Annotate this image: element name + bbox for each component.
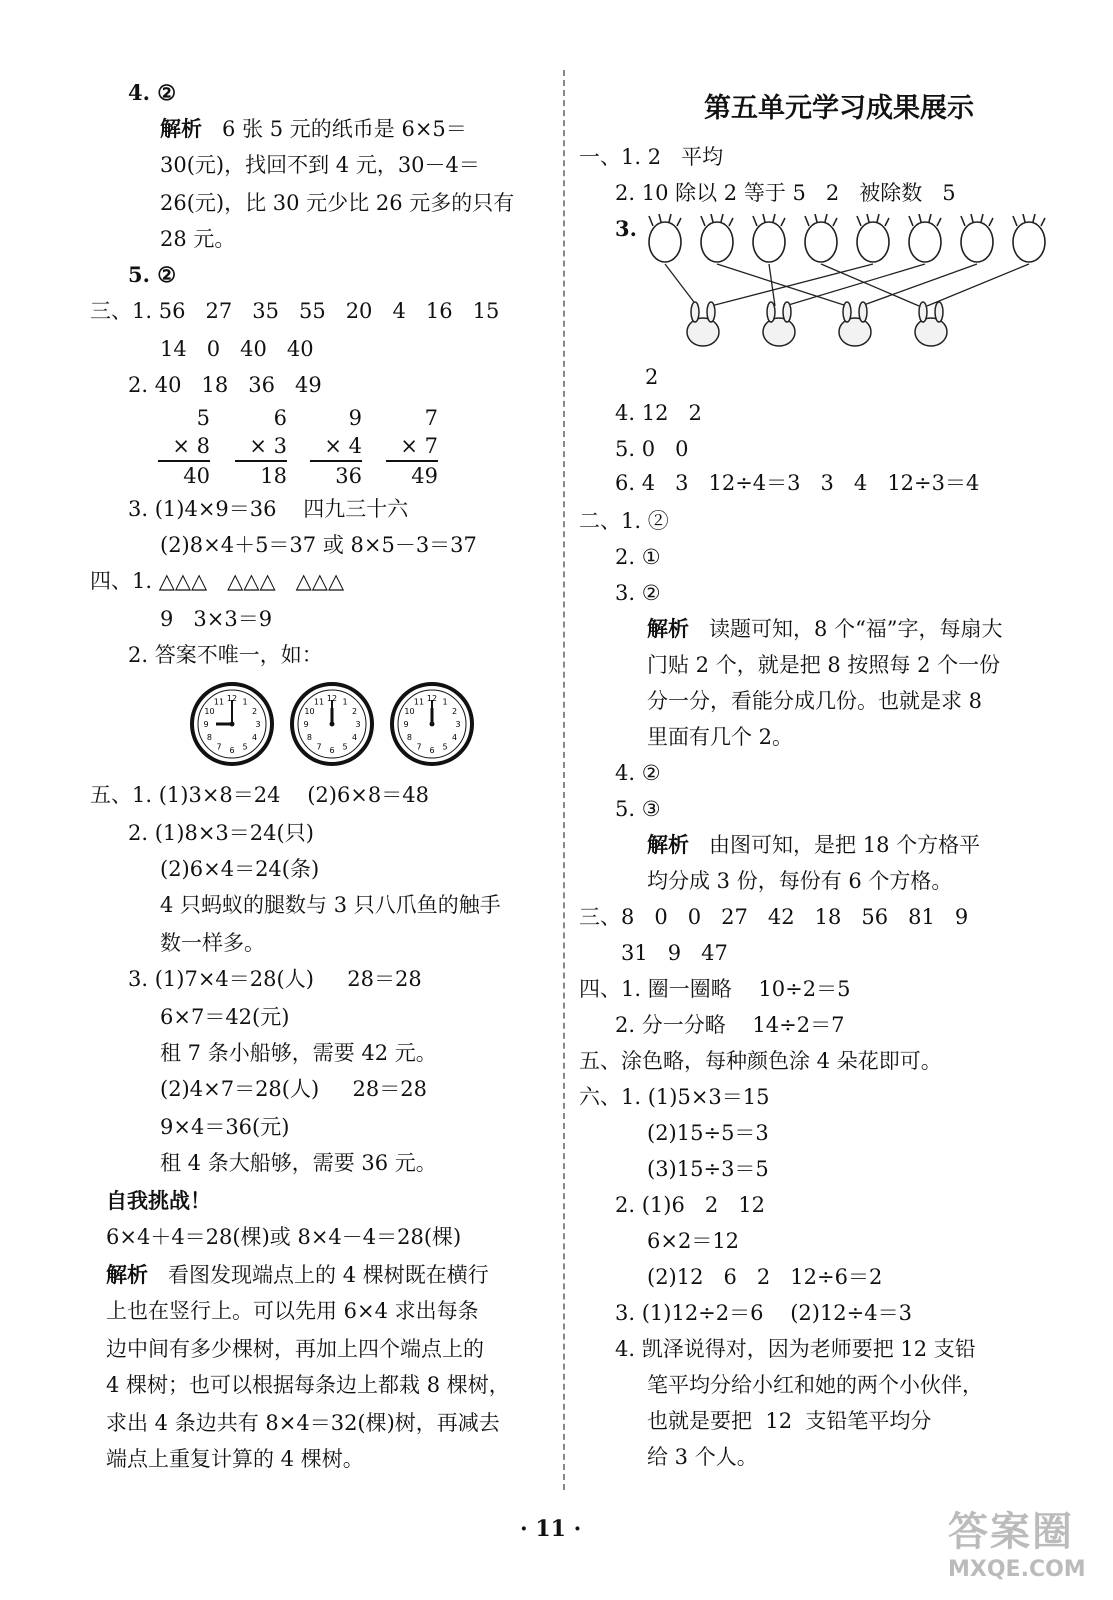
section-3-line1: 三、1. 56 27 35 55 20 4 16 15 — [90, 299, 500, 323]
clock-numeral: 8 — [306, 733, 313, 742]
clock-numeral: 7 — [216, 742, 222, 752]
section-1-q6: 6. 4 3 12÷4＝3 3 4 12÷3＝4 — [615, 471, 980, 495]
analysis-line: 解析 由图可知，是把 18 个方格平 — [647, 832, 981, 857]
section-4-q1: 四、1. △△△ △△△ △△△ — [90, 569, 345, 593]
text-line: 门贴 2 个，就是把 8 按照每 2 个一份 — [647, 653, 1001, 677]
radish-icon — [961, 214, 993, 262]
section-5: 五、涂色略，每种颜色涂 4 朵花即可。 — [579, 1049, 942, 1073]
section-6-q2: 2. (1)6 2 12 — [615, 1193, 765, 1217]
text-line: 数一样多。 — [160, 931, 265, 955]
section-4-q2: 2. 分一分略 14÷2＝7 — [615, 1013, 845, 1037]
text-line: (2)8×4＋5＝37 或 8×5－3＝37 — [160, 533, 477, 557]
text-line: 6×4＋4＝28(棵)或 8×4－4＝28(棵) — [106, 1225, 462, 1249]
clock-numeral: 10 — [404, 707, 415, 716]
text-line: (2)4×7＝28(人) 28＝28 — [160, 1077, 427, 1101]
section-5-q2: 2. (1)8×3＝24(只) — [128, 821, 314, 845]
clock-numeral: 5 — [442, 742, 448, 752]
clock-numeral: 3 — [255, 720, 261, 729]
text-line: 笔平均分给小红和她的两个小伙伴， — [647, 1373, 983, 1397]
text-line: 31 9 47 — [621, 941, 728, 965]
radish-rabbit-matching — [637, 214, 1057, 354]
rabbit-icon — [687, 302, 719, 346]
radish-icon — [649, 214, 681, 262]
clock-numeral: 1 — [442, 697, 448, 707]
text-line: 求出 4 条边共有 8×4＝32(棵)树，再减去 — [106, 1411, 500, 1435]
clock-numeral: 11 — [313, 697, 325, 707]
text-line: 也就是要把 12 支铅笔平均分 — [647, 1409, 932, 1433]
section-5-q3: 3. (1)7×4＝28(人) 28＝28 — [128, 967, 422, 991]
section-6-q1: 六、1. (1)5×3＝15 — [579, 1085, 770, 1109]
text-line: 4 只蚂蚁的腿数与 3 只八爪鱼的触手 — [160, 893, 501, 917]
clock-numeral: 10 — [304, 707, 315, 716]
clock-numeral: 5 — [242, 742, 248, 752]
clock-numeral: 11 — [213, 697, 225, 707]
clock-numeral: 4 — [251, 733, 258, 742]
clock-numeral: 1 — [242, 697, 248, 707]
clock-numeral: 6 — [429, 746, 435, 755]
clock-numeral: 8 — [206, 733, 213, 742]
clock-numeral: 7 — [416, 742, 422, 752]
text-line: 26(元)，比 30 元少比 26 元多的只有 — [160, 191, 515, 215]
clock-numeral: 6 — [329, 746, 335, 755]
text-line: (3)15÷3＝5 — [647, 1157, 769, 1181]
clock-numeral: 9 — [403, 720, 409, 729]
vertical-calc: 9 × 4 36 — [310, 404, 362, 490]
clock-numeral: 8 — [406, 733, 413, 742]
section-2-q3: 3. ② — [615, 581, 661, 605]
text-line: 均分成 3 份，每份有 6 个方格。 — [647, 869, 953, 893]
section-2-q1: 二、1. ② — [579, 509, 669, 533]
section-5-q1: 五、1. (1)3×8＝24 (2)6×8＝48 — [90, 783, 429, 807]
clock-numeral: 9 — [203, 720, 209, 729]
vertical-calc: 6 × 3 18 — [235, 404, 287, 490]
text-line: 9 3×3＝9 — [160, 607, 273, 631]
column-divider — [563, 70, 565, 1490]
vertical-calc: 7 × 7 49 — [386, 404, 438, 490]
text-line: 租 4 条大船够，需要 36 元。 — [160, 1151, 437, 1175]
watermark-url: MXQE.COM — [948, 1557, 1086, 1582]
clock-numeral: 5 — [342, 742, 348, 752]
matching-lines — [665, 264, 1029, 306]
clock-numeral: 4 — [351, 733, 358, 742]
rabbit-icon — [915, 302, 947, 346]
analysis-line: 解析 看图发现端点上的 4 棵树既在横行 — [106, 1262, 489, 1287]
section-3-line2: 14 0 40 40 — [160, 337, 314, 361]
clock-numeral: 10 — [204, 707, 215, 716]
clock-numeral: 3 — [355, 720, 361, 729]
answer-4: 4. ② — [128, 80, 177, 105]
clock-numeral: 12 — [326, 694, 338, 703]
radish-icon — [805, 214, 837, 262]
text-line: 2 — [645, 365, 659, 389]
clock-numeral: 2 — [251, 707, 258, 716]
text-line: 30(元)，找回不到 4 元，30－4＝ — [160, 153, 480, 177]
radish-icon — [857, 214, 889, 262]
section-1-q1: 一、1. 2 平均 — [579, 145, 724, 169]
text-line: 4 棵树；也可以根据每条边上都栽 8 棵树， — [106, 1373, 510, 1397]
unit-title: 第五单元学习成果展示 — [704, 93, 974, 124]
clock-numeral: 9 — [303, 720, 309, 729]
text-line: 上也在竖行上。可以先用 6×4 求出每条 — [106, 1299, 479, 1323]
clock-icon — [292, 684, 372, 764]
clock-icon — [392, 684, 472, 764]
analysis-line: 解析 读题可知，8 个“福”字，每扇大 — [647, 616, 1003, 641]
text-line: (2)12 6 2 12÷6＝2 — [647, 1265, 883, 1289]
section-1-q2: 2. 10 除以 2 等于 5 2 被除数 5 — [615, 181, 956, 205]
vertical-calc: 5 × 8 40 — [158, 404, 210, 490]
text-line: (2)6×4＝24(条) — [160, 857, 320, 881]
text-line: 里面有几个 2。 — [647, 725, 794, 749]
clock-faces — [188, 680, 508, 770]
clock-numeral: 12 — [426, 694, 438, 703]
section-3-q3: 3. (1)4×9＝36 四九三十六 — [128, 497, 409, 521]
clock-numeral: 3 — [455, 720, 461, 729]
answer-5: 5. ② — [128, 262, 177, 287]
section-3-q2: 2. 40 18 36 49 — [128, 373, 322, 397]
text-line: 边中间有多少棵树，再加上四个端点上的 — [106, 1337, 484, 1361]
radish-icon — [753, 214, 785, 262]
radish-icon — [909, 214, 941, 262]
section-6-q4: 4. 凯泽说得对，因为老师要把 12 支铅 — [615, 1337, 976, 1361]
clock-numeral: 11 — [413, 697, 425, 707]
clock-numeral: 12 — [226, 694, 238, 703]
section-6-q3: 3. (1)12÷2＝6 (2)12÷4＝3 — [615, 1301, 912, 1325]
section-1-q4: 4. 12 2 — [615, 401, 702, 425]
watermark-text: 答案圈 — [948, 1509, 1074, 1555]
text-line: 9×4＝36(元) — [160, 1115, 290, 1139]
section-2-q5: 5. ③ — [615, 797, 661, 821]
text-line: 6×7＝42(元) — [160, 1005, 290, 1029]
self-challenge-heading: 自我挑战！ — [106, 1188, 211, 1213]
text-line: 租 7 条小船够，需要 42 元。 — [160, 1041, 437, 1065]
clock-numeral: 1 — [342, 697, 348, 707]
text-line: 端点上重复计算的 4 棵树。 — [106, 1447, 364, 1471]
radish-icon — [1013, 214, 1045, 262]
text-line: 6×2＝12 — [647, 1229, 740, 1253]
clock-numeral: 7 — [316, 742, 322, 752]
rabbit-icon — [763, 302, 795, 346]
section-2-q2: 2. ① — [615, 545, 661, 569]
section-4-q1: 四、1. 圈一圈略 10÷2＝5 — [579, 977, 851, 1001]
page-number: · 11 · — [520, 1516, 582, 1542]
watermark-logo — [948, 1500, 1086, 1582]
text-line: 分一分，看能分成几份。也就是求 8 — [647, 689, 983, 713]
text-line: (2)15÷5＝3 — [647, 1121, 769, 1145]
clock-icon — [192, 684, 272, 764]
clock-numeral: 6 — [229, 746, 235, 755]
section-1-q3: 3. — [615, 216, 637, 241]
section-3: 三、8 0 0 27 42 18 56 81 9 — [579, 905, 969, 929]
clock-numeral: 2 — [451, 707, 458, 716]
rabbit-icon — [839, 302, 871, 346]
clock-numeral: 4 — [451, 733, 458, 742]
clock-numeral: 2 — [351, 707, 358, 716]
section-4-q2: 2. 答案不唯一，如： — [128, 643, 323, 667]
analysis-line: 解析 6 张 5 元的纸币是 6×5＝ — [160, 116, 467, 141]
text-line: 28 元。 — [160, 227, 236, 251]
section-1-q5: 5. 0 0 — [615, 437, 689, 461]
text-line: 给 3 个人。 — [647, 1445, 758, 1469]
section-2-q4: 4. ② — [615, 761, 661, 785]
radish-icon — [701, 214, 733, 262]
